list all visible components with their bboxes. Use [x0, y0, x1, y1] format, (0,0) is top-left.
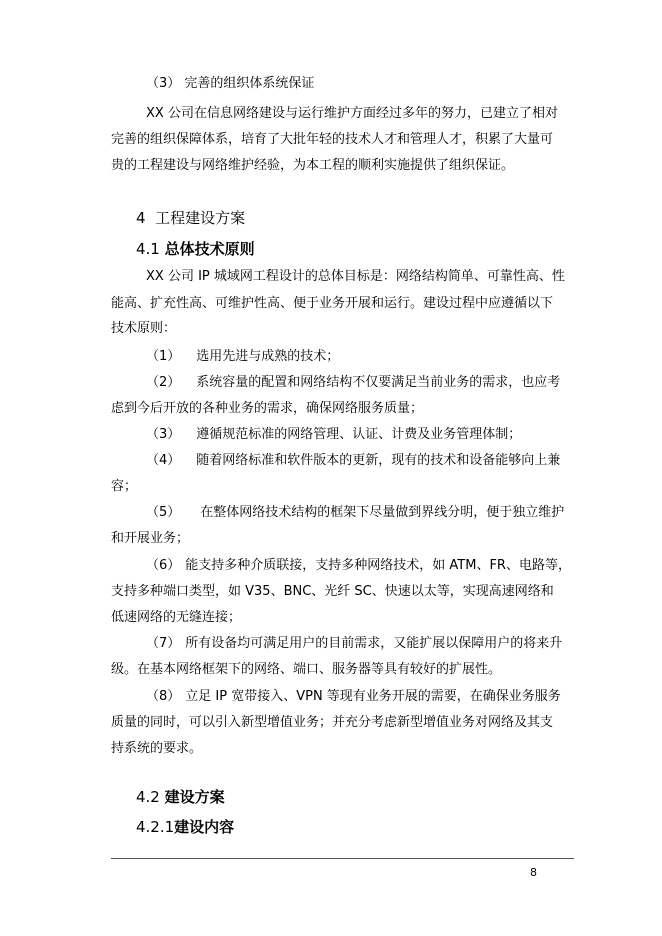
section-4-1-heading — [136, 238, 255, 259]
list-item — [146, 348, 339, 366]
page-number: 8 — [530, 866, 537, 879]
item-text-cont: 容； — [111, 479, 138, 494]
item-label: （3） — [146, 427, 181, 442]
item-text-cont: 虑到今后开放的各种业务的需求，确保网络服务质量； — [111, 401, 424, 416]
section-number: 4.2 — [136, 788, 160, 806]
item-text: 立足 IP 宽带接入、VPN 等现有业务开展的需要，在确保业务服务 — [185, 689, 561, 704]
item-label: （8） — [146, 689, 181, 704]
section-title: 建设方案 — [164, 788, 225, 806]
chapter-title: 工程建设方案 — [155, 209, 246, 227]
section3-line-3: 贵的工程建设与网络维护经验，为本工程的顺利实施提供了组织保证。 — [111, 158, 515, 173]
item-label: （7） — [146, 636, 181, 651]
chapter-number: 4 — [136, 209, 146, 227]
item-label: （6） — [146, 558, 181, 573]
item-text: 遵循规范标准的网络管理、认证、计费及业务管理体制； — [196, 427, 522, 442]
section-number: 4.1 — [136, 240, 160, 258]
section-number: 4.2.1 — [136, 818, 175, 836]
section3-line-1: XX 公司在信息网络建设与运行维护方面经过多年的努力，已建立了相对 — [146, 106, 558, 121]
item-text: 在整体网络技术结构的框架下尽量做到界线分明，便于独立维护 — [200, 505, 565, 520]
list-item — [146, 557, 571, 575]
list-item — [146, 635, 562, 653]
chapter-heading — [136, 207, 245, 228]
list-item — [146, 374, 560, 392]
item-text: 所有设备均可满足用户的目前需求，又能扩展以保障用户的将来升 — [185, 636, 563, 651]
section3-line-2: 完善的组织保障体系，培育了大批年轻的技术人才和管理人才，积累了大量可 — [111, 132, 554, 147]
intro-line-1: XX 公司 IP 城域网工程设计的总体目标是：网络结构简单、可靠性高、性 — [146, 269, 565, 284]
item-text-cont: 质量的同时，可以引入新型增值业务；并充分考虑新型增值业务对网络及其支 — [111, 715, 554, 730]
list-item — [146, 504, 564, 522]
section-title: 建设内容 — [174, 818, 235, 836]
section-4-2-heading — [136, 786, 225, 807]
section-title: 总体技术原则 — [164, 240, 255, 258]
section3-heading: （3） 完善的组织体系统保证 — [146, 76, 315, 91]
list-item — [146, 426, 521, 444]
list-item — [146, 688, 561, 706]
intro-line-2: 能高、扩充性高、可维护性高、便于业务开展和运行。建设过程中应遵循以下 — [111, 296, 554, 311]
intro-line-3: 技术原则： — [111, 321, 177, 336]
item-label: （4） — [146, 453, 181, 468]
item-text-cont: 支持多种端口类型，如 V35、BNC、光纤 SC、快速以太等，实现高速网络和 — [111, 584, 554, 599]
item-text: 随着网络标准和软件版本的更新，现有的技术和设备能够向上兼 — [196, 453, 561, 468]
item-text: 选用先进与成熟的技术； — [196, 349, 340, 364]
footer-divider — [111, 858, 574, 859]
item-label: （2） — [146, 375, 181, 390]
list-item — [146, 452, 560, 470]
section-4-2-1-heading — [136, 816, 234, 837]
item-text-cont: 和开展业务； — [111, 531, 190, 546]
item-label: （5） — [146, 505, 181, 520]
item-text: 能支持多种介质联接，支持多种网络技术，如 ATM、FR、电路等， — [185, 558, 571, 573]
item-text-cont: 低速网络的无缝连接； — [111, 610, 242, 625]
item-text-cont: 持系统的要求。 — [111, 741, 203, 756]
item-label: （1） — [146, 349, 181, 364]
item-text: 系统容量的配置和网络结构不仅要满足当前业务的需求，也应考 — [196, 375, 561, 390]
item-text-cont: 级。在基本网络框架下的网络、端口、服务器等具有较好的扩展性。 — [111, 662, 502, 677]
